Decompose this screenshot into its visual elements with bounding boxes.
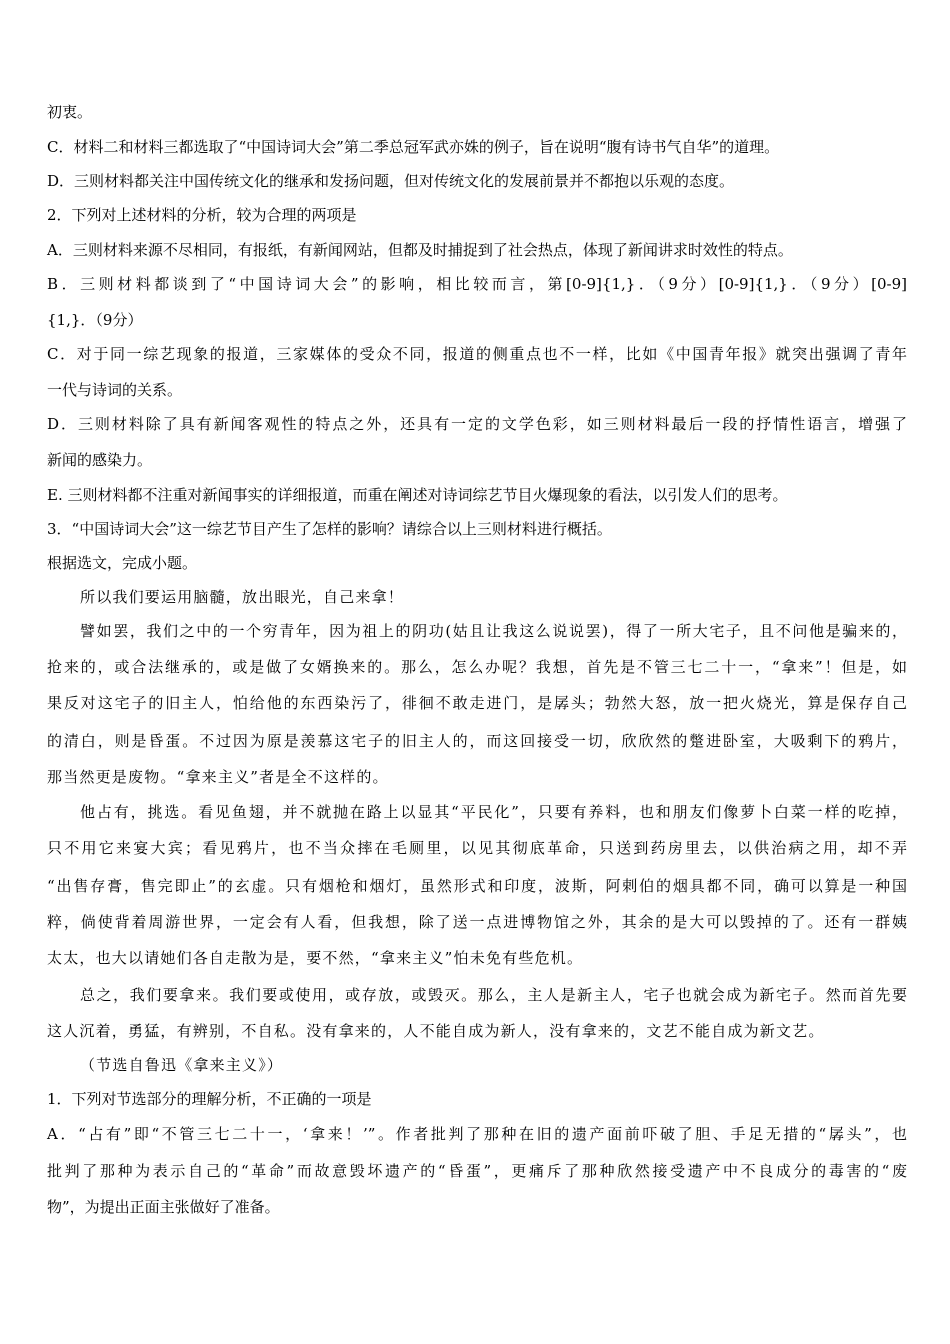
passage-line: 抢来的，或合法继承的，或是做了女婿换来的。那么，怎么办呢？我想，首先是不管三七二十一，“拿来”！但是，如 xyxy=(47,658,907,676)
passage-line: 粹，倘使背着周游世界，一定会有人看，但我想，除了送一点进博物馆之外，其余的是大可以毁掉的了。还有一群姨 xyxy=(47,913,907,931)
option-e-line: E. 三则材料都不注重对新闻事实的详细报道，而重在阐述对诗词综艺节目火爆现象的看法，以引发人们的思考。 xyxy=(47,486,788,504)
option-d-line: D．三则材料都关注中国传统文化的继承和发扬问题，但对传统文化的发展前景并不都抱以乐观的态度。 xyxy=(47,172,735,190)
option-c-line: C．材料二和材料三都选取了“中国诗词大会”第二季总冠军武亦姝的例子，旨在说明“腹有诗书气自华”的道理。 xyxy=(47,138,780,156)
passage-source: （节选自鲁迅《拿来主义》） xyxy=(80,1056,284,1074)
passage-line: 这人沉着，勇猛，有辨别，不自私。没有拿来的，人不能自成为新人，没有拿来的，文艺不能自成为新文艺。 xyxy=(47,1022,825,1040)
passage-line: 太太，也大以请她们各自走散为是，要不然，“拿来主义”怕未免有些危机。 xyxy=(47,949,584,967)
text-line: 初衷。 xyxy=(47,103,93,121)
option-c-line: C．对于同一综艺现象的报道，三家媒体的受众不同，报道的侧重点也不一样，比如《中国青年报》就突出强调了青年 xyxy=(47,345,907,363)
passage-line: 果反对这宅子的旧主人，怕给他的东西染污了，徘徊不敢走进门，是孱头；勃然大怒，放一把火烧光，算是保存自己 xyxy=(47,694,907,712)
option-d-continuation: 新闻的感染力。 xyxy=(47,451,153,469)
passage-line: 他占有，挑选。看见鱼翅，并不就抛在路上以显其“平民化”，只要有养料，也和朋友们像萝卜白菜一样的吃掉， xyxy=(80,803,907,821)
passage-line: 譬如罢，我们之中的一个穷青年，因为祖上的阴功(姑且让我这么说说罢)，得了一所大宅子，且不问他是骗来的， xyxy=(80,622,907,640)
passage-line: 那当然更是废物。“拿来主义”者是全不这样的。 xyxy=(47,768,389,786)
option-d-line: D．三则材料除了具有新闻客观性的特点之外，还具有一定的文学色彩，如三则材料最后一段的抒情性语言，增强了 xyxy=(47,415,907,433)
passage-line: 总之，我们要拿来。我们要或使用，或存放，或毁灭。那么，主人是新主人，宅子也就会成为新宅子。然而首先要 xyxy=(80,986,907,1004)
section-instruction: 根据选文，完成小题。 xyxy=(47,554,198,572)
option-b-continuation: {1,}．（9分） xyxy=(47,311,143,329)
option-b-line: B．三则材料都谈到了“中国诗词大会”的影响，相比较而言，第[0-9]{1,}．（9分）[0-9]{1,}．（9分）[0-9] xyxy=(47,275,907,293)
question-3-stem: 3．“中国诗词大会”这一综艺节目产生了怎样的影响？请综合以上三则材料进行概括。 xyxy=(47,520,612,538)
question-1-stem: 1．下列对节选部分的理解分析，不正确的一项是 xyxy=(47,1090,372,1108)
passage-line: 的清白，则是昏蛋。不过因为原是羡慕这宅子的旧主人的，而这回接受一切，欣欣然的蹩进卧室，大吸剩下的鸦片， xyxy=(47,732,907,750)
question-2-stem: 2．下列对上述材料的分析，较为合理的两项是 xyxy=(47,206,357,224)
option-a-line: A．三则材料来源不尽相同，有报纸，有新闻网站，但都及时捕捉到了社会热点，体现了新闻讲求时效性的特点。 xyxy=(47,241,793,259)
passage-line: “出售存膏，售完即止”的玄虚。只有烟枪和烟灯，虽然形式和印度，波斯，阿剌伯的烟具都不同，确可以算是一种国 xyxy=(47,877,907,895)
option-a-line: A．“占有”即“不管三七二十一，‘拿来！’”。作者批判了那种在旧的遗产面前吓破了胆、手足无措的“孱头”，也 xyxy=(47,1125,907,1143)
option-c-continuation: 一代与诗词的关系。 xyxy=(47,381,183,399)
passage-line: 所以我们要运用脑髓，放出眼光，自己来拿！ xyxy=(80,588,405,606)
passage-line: 只不用它来宴大宾；看见鸦片，也不当众摔在毛厕里，以见其彻底革命，只送到药房里去，以供治病之用，却不弄 xyxy=(47,839,907,857)
option-a-continuation: 批判了那种为表示自己的“革命”而故意毁坏遗产的“昏蛋”，更痛斥了那种欣然接受遗产中不良成分的毒害的“废 xyxy=(47,1162,907,1180)
option-a-continuation: 物”，为提出正面主张做好了准备。 xyxy=(47,1198,280,1216)
